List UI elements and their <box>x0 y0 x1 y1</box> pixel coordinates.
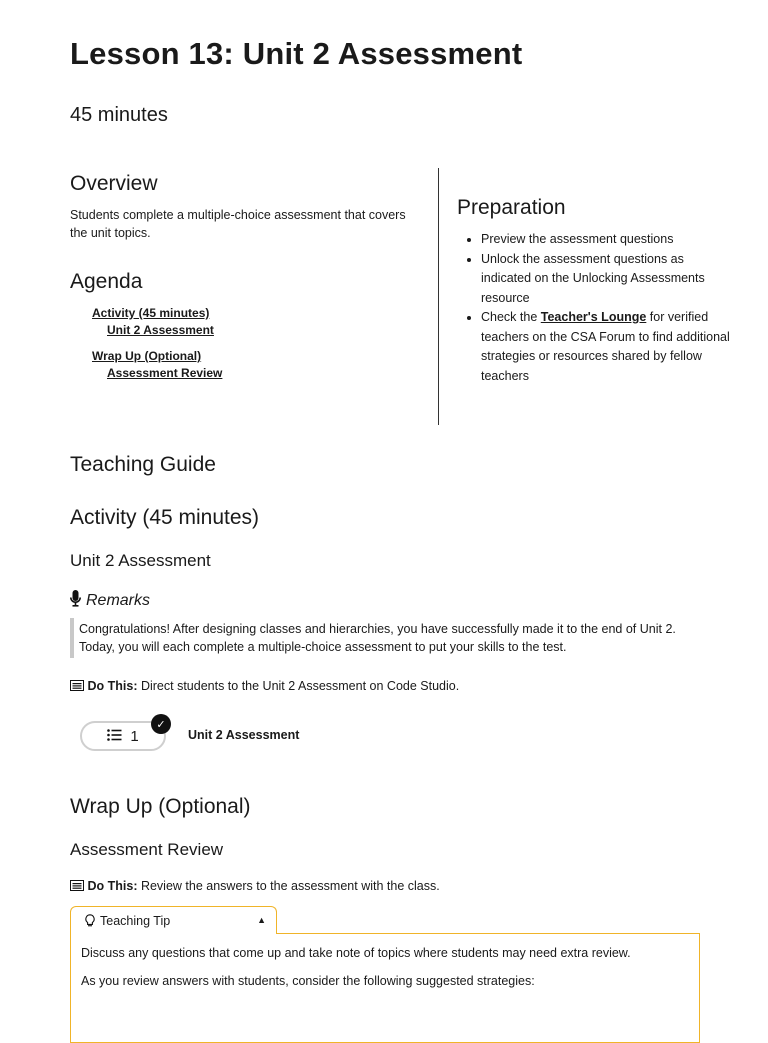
preparation-heading: Preparation <box>457 196 566 219</box>
wrapup-subheading: Assessment Review <box>70 840 224 859</box>
teaching-tip-content <box>70 933 700 1043</box>
preparation-list <box>457 230 731 386</box>
list-icon <box>70 680 84 694</box>
tip-paragraph: As you review answers with students, consider the following suggested strategies: <box>81 974 535 988</box>
agenda-list <box>92 306 222 380</box>
assessment-list-icon <box>107 728 122 745</box>
teaching-tip-label: Teaching Tip <box>100 913 171 928</box>
caret-up-icon: ▲ <box>257 915 266 925</box>
prep-item: • Preview the assessment questions <box>481 230 731 250</box>
teachers-lounge-link[interactable]: Teacher's Lounge <box>540 310 647 324</box>
column-divider <box>438 168 439 425</box>
remarks-quote: Congratulations! After designing classes and hierarchies, you have successfully made it to the end of Unit 2. Today, you will each complete a multiple-choice assessment to put your skills to the test. <box>70 618 709 658</box>
remarks-label: Remarks <box>86 592 151 609</box>
activity-heading: Activity (45 minutes) <box>70 506 260 529</box>
do-this-instruction: Do This: Direct students to the Unit 2 Assessment on Code Studio. <box>70 679 459 694</box>
do-this-label: Do This: <box>87 679 138 693</box>
activity-subheading: Unit 2 Assessment <box>70 551 211 570</box>
agenda-heading: Agenda <box>70 270 143 293</box>
check-icon: ✓ <box>151 714 171 734</box>
agenda-link-assessment-review[interactable]: Assessment Review <box>107 366 223 380</box>
lightbulb-icon <box>85 914 95 928</box>
overview-text: Students complete a multiple-choice assessment that covers the unit topics. <box>70 208 406 240</box>
page-title: Lesson 13: Unit 2 Assessment <box>70 36 523 71</box>
lesson-duration: 45 minutes <box>70 104 168 126</box>
tip-paragraph: Discuss any questions that come up and take note of topics where students may need extra review. <box>81 946 631 960</box>
level-number: 1 <box>130 727 139 745</box>
list-icon <box>70 880 84 894</box>
level-label[interactable]: Unit 2 Assessment <box>188 728 300 742</box>
teaching-tip-toggle[interactable] <box>70 906 277 934</box>
teaching-guide-heading: Teaching Guide <box>70 453 216 476</box>
agenda-link-activity[interactable]: Activity (45 minutes) <box>92 306 210 320</box>
remarks-heading <box>70 590 150 612</box>
do-this-instruction-2: Do This: Review the answers to the assessment with the class. <box>70 879 440 894</box>
microphone-icon <box>70 590 81 612</box>
overview-heading: Overview <box>70 172 158 195</box>
agenda-link-wrapup[interactable]: Wrap Up (Optional) <box>92 349 202 363</box>
wrapup-heading: Wrap Up (Optional) <box>70 795 251 818</box>
agenda-link-unit2-assessment[interactable]: Unit 2 Assessment <box>107 323 214 337</box>
prep-item: • Unlock the assessment questions as indicated on the Unlocking Assessments resource <box>481 250 731 309</box>
do-this-label: Do This: <box>87 879 138 893</box>
prep-item: • Check the Teacher's Lounge for verified teachers on the CSA Forum to find additional strategies or resources shared by fellow teachers <box>481 308 731 386</box>
